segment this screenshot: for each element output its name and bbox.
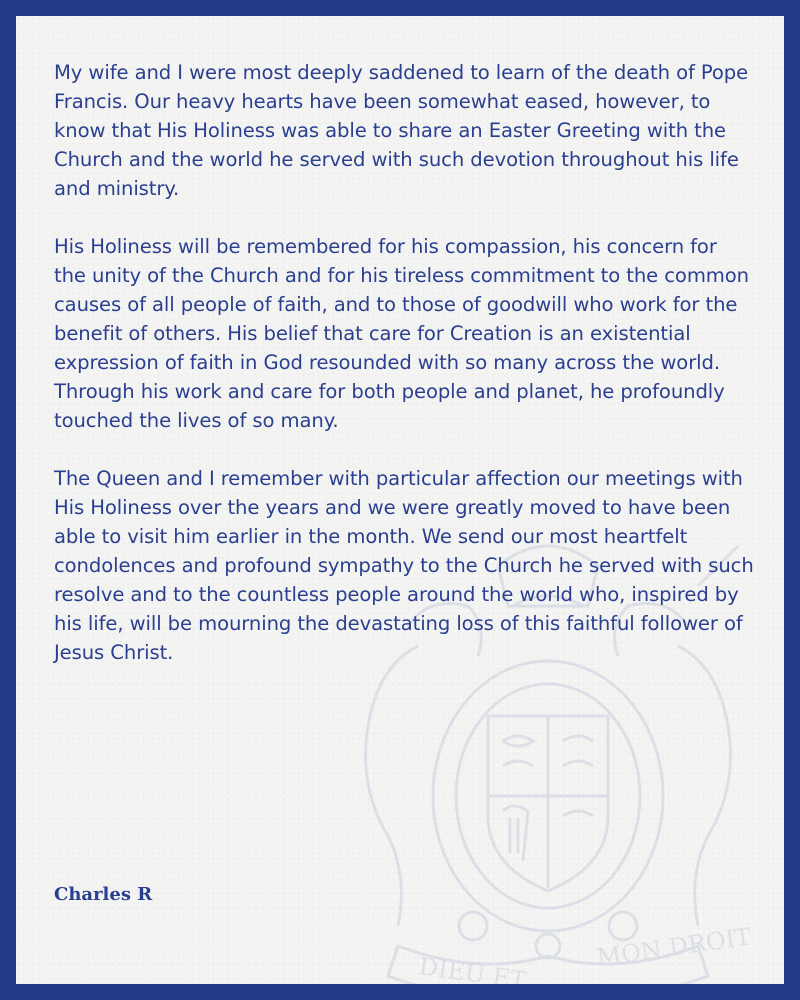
letter-paragraph-3: The Queen and I remember with particular affection our meetings with His Holiness over the years and we were greatly moved to have been able to visit him earlier in the month. We send our most heartfelt condolences and profound sympathy to the Church he served with such resolve and to the countless people around the world who, inspired by his life, will be mourning the devastating loss of this faithful follower of Jesus Christ. bbox=[54, 467, 754, 664]
signature: Charles R bbox=[54, 884, 153, 905]
motto-left-text: DIEU ET bbox=[417, 952, 528, 995]
letter-paper bbox=[16, 16, 784, 995]
letter-body bbox=[54, 58, 754, 696]
letter-paragraph-2: His Holiness will be remembered for his compassion, his concern for the unity of the Church and for his tireless commitment to the common causes of all people of faith, and to those of goodwill who work for the benefit of others. His belief that care for Creation is an existential expression of faith in God resounded with so many across the world. Through his work and care for both people and planet, he profoundly touched the lives of so many. bbox=[54, 235, 749, 432]
letter-paragraph-1: My wife and I were most deeply saddened to learn of the death of Pope Francis. Our heavy hearts have been somewhat eased, however, to know that His Holiness was able to share an Easter Greeting with the Church and the world he served with such devotion throughout his life and ministry. bbox=[54, 61, 749, 200]
motto-right-text: MON DROIT bbox=[594, 922, 753, 972]
